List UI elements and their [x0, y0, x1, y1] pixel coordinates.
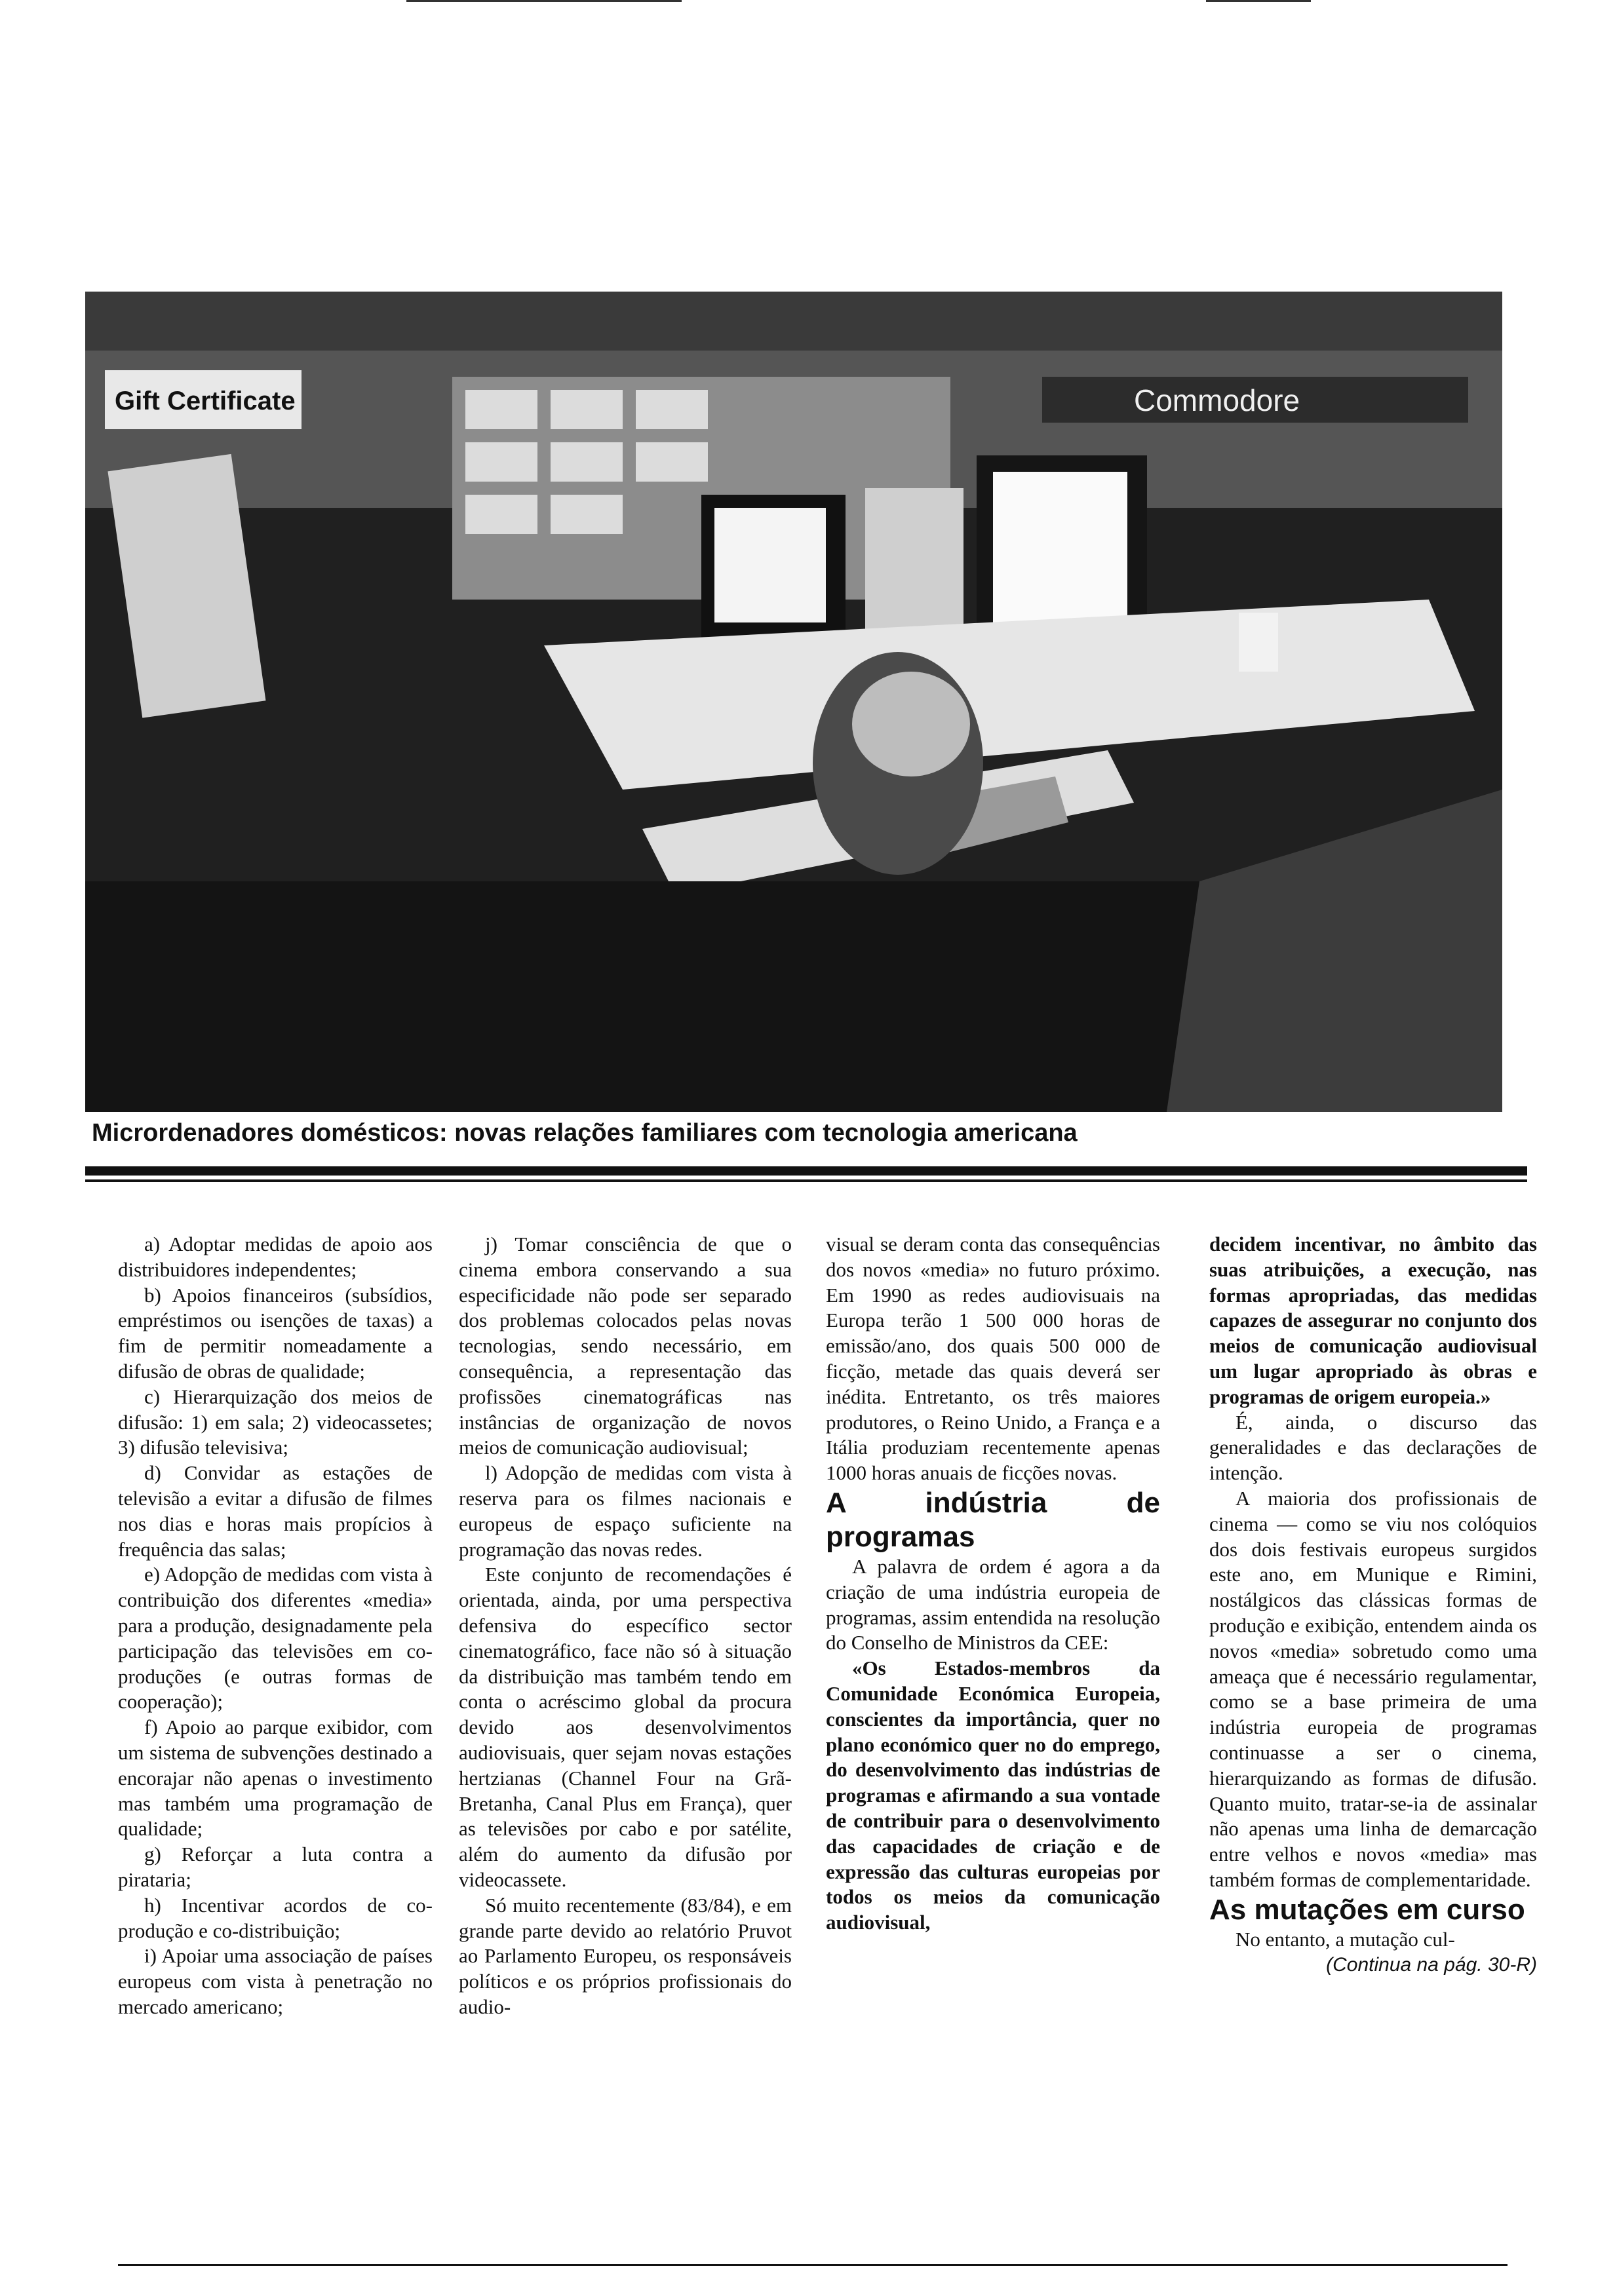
paragraph: Este conjunto de recomendações é orientada, ainda, por uma perspectiva defensiva do específico sector cinematográfico, face não só à situação da distribuição mas também tendo em conta o acréscimo global da procura devido aos desenvolvimentos audiovisuais, quer sejam novas estações hertzianas (Channel Four na Grã-Bretanha, Canal Plus em França), quer as televisões por cabo e por satélite, além do aumento da difusão por videocassete. [459, 1563, 792, 1891]
column-1 [118, 1232, 433, 2020]
column-2 [459, 1232, 792, 2020]
list-item: c) Hierarquização dos meios de difusão: 1) em sala; 2) videocassetes; 3) difusão televisiva; [118, 1385, 433, 1459]
paragraph: É, ainda, o discurso das generalidades e das declarações de intenção. [1209, 1410, 1537, 1485]
column-4 [1209, 1232, 1537, 1978]
bottom-rule [118, 2264, 1508, 2266]
quote-paragraph: decidem incentivar, no âmbito das suas atribuições, a execução, nas formas apropriadas, das medidas capazes de assegurar no conjunto dos meios de comunicação audiovisual um lugar apropriado às obras e programas de origem europeia.» [1209, 1233, 1537, 1408]
paragraph: Só muito recentemente (83/84), e em grande parte devido ao relatório Pruvot ao Parlamento Europeu, os responsáveis políticos e os próprios profissionais do audio- [459, 1893, 792, 2018]
list-item: e) Adopção de medidas com vista à contribuição dos diferentes «media» para a produção, designadamente pela participação das televisões em co-produções (e outras formas de cooperação); [118, 1563, 433, 1713]
photo-caption: Micrordenadores domésticos: novas relações familiares com tecnologia americana [92, 1119, 1078, 1147]
paragraph: A palavra de ordem é agora a da criação de uma indústria europeia de programas, assim entendida na resolução do Conselho de Ministros da CEE: [826, 1554, 1160, 1655]
column-3 [826, 1232, 1160, 1936]
continued-note[interactable]: (Continua na pág. 30-R) [1326, 1953, 1537, 1976]
paragraph: A maioria dos profissionais de cinema — como se viu nos colóquios dos dois festivais europeus surgidos este ano, em Munique e Rimini, nostálgicos das clássicas formas de produção e exibição, entendem ainda os novos «media» sobretudo como uma ameaça que é necessário regulamentar, como se a base primeira de uma indústria europeia de programas continuasse a ser o cinema, hierarquizando as formas de difusão. Quanto muito, tratar-se-ia de assinalar não apenas uma linha de demarcação entre velhos e novos «media» mas também formas de complementaridade. [1209, 1486, 1537, 1891]
list-item: a) Adoptar medidas de apoio aos distribuidores independentes; [118, 1233, 433, 1281]
list-item: l) Adopção de medidas com vista à reserva para os filmes nacionais e europeus de espaço suficiente na programação das novas redes. [459, 1461, 792, 1561]
list-item: h) Incentivar acordos de co-produção e co-distribuição; [118, 1893, 433, 1942]
commodore-sign-text: Commodore [1134, 383, 1300, 417]
article-photo [85, 292, 1502, 1112]
list-item: j) Tomar consciência de que o cinema embora conservando a sua especificidade não pode ser separado dos problemas colocados pelas novas tecnologias, sendo necessário, em consequência, a representação das profissões cinematográficas nas instâncias de organização de novos meios de comunicação audiovisual; [459, 1233, 792, 1459]
list-item: g) Reforçar a luta contra a pirataria; [118, 1843, 433, 1891]
photo-illustration [85, 292, 1502, 1112]
caption-rule-thin [85, 1179, 1527, 1182]
caption-rule [85, 1166, 1527, 1176]
quote-paragraph: «Os Estados-membros da Comunidade Económica Europeia, conscientes da importância, quer no plano económico quer no do emprego, do desenvolvimento das indústrias de programas e afirmando a sua vontade de contribuir para o desenvolvimento das capacidades de criação e de expressão das culturas europeias por todos os meios da comunicação audiovisual, [826, 1656, 1160, 1934]
top-edge-line [1206, 0, 1311, 2]
paragraph: No entanto, a mutação cul- [1236, 1927, 1455, 1951]
paragraph: visual se deram conta das consequências dos novos «media» no futuro próximo. Em 1990 as redes audiovisuais na Europa terão 1 500 000 horas de emissão/ano, dos quais 500 000 de ficção, metade das quais deverá ser inédita. Entretanto, os três maiores produtores, o Reino Unido, a França e a Itália produziam recentemente apenas 1000 horas anuais de ficções novas. [826, 1233, 1160, 1485]
list-item: i) Apoiar uma associação de países europeus com vista à penetração no mercado americano; [118, 1944, 433, 2018]
top-edge-line [406, 0, 682, 2]
list-item: f) Apoio ao parque exibidor, com um sistema de subvenções destinado a encorajar não apenas o investimento mas também uma programação de qualidade; [118, 1715, 433, 1841]
section-heading: A indústria de programas [826, 1486, 1160, 1553]
section-heading: As mutações em curso [1209, 1893, 1525, 1926]
list-item: b) Apoios financeiros (subsídios, empréstimos ou isenções de taxas) a fim de permitir nomeadamente a difusão de obras de qualidade; [118, 1283, 433, 1383]
list-item: d) Convidar as estações de televisão a evitar a difusão de filmes nos dias e horas mais propícios à frequência das salas; [118, 1461, 433, 1561]
gift-sign-text: Gift Certificate [115, 387, 296, 415]
